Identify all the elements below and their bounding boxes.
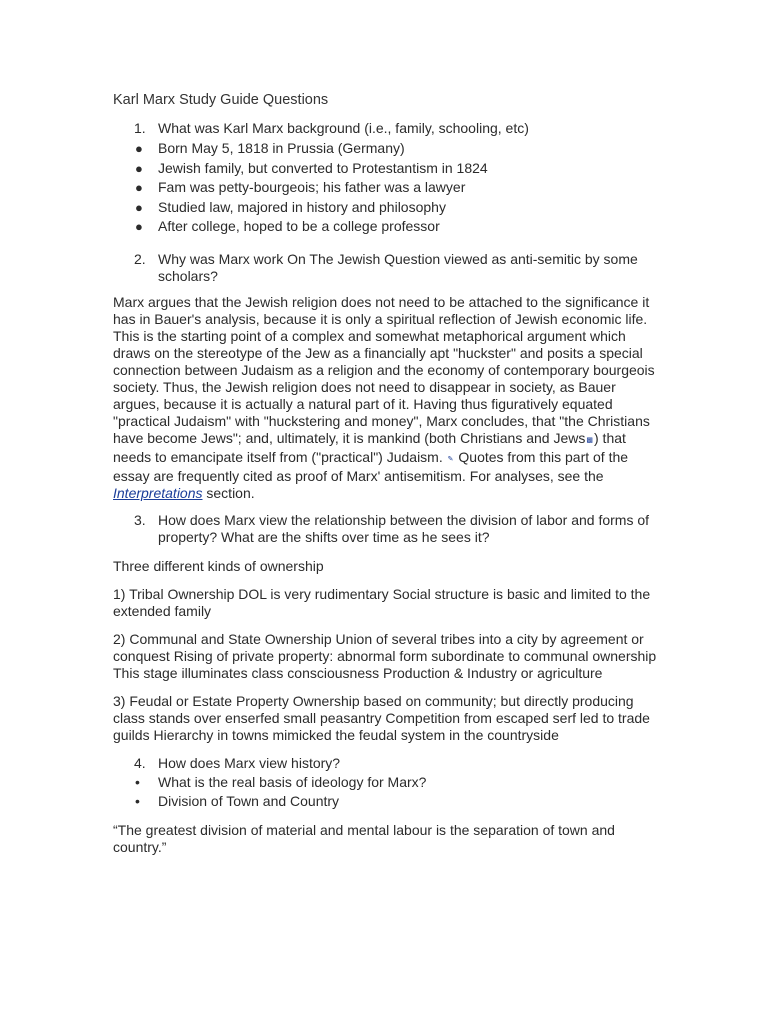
question-text: How does Marx view the relationship between the division of labor and forms of property? What are the shifts over time as he sees it? [158,512,650,545]
question-1 [113,120,658,137]
question-3 [113,512,658,546]
bullet-icon: ● [135,219,143,234]
edit-link-icon[interactable]: ✎ [447,456,454,463]
ownership-heading: Three different kinds of ownership [113,558,324,574]
question-number: 3. [134,512,146,528]
question-text: Why was Marx work On The Jewish Question viewed as anti-semitic by some scholars? [158,251,638,284]
question-number: 4. [134,755,146,771]
list-item: ● Studied law, majored in history and philosophy [135,198,446,215]
background-bullet-list [113,140,658,235]
question-town-country [113,793,658,810]
closing-quote: “The greatest division of material and mental labour is the separation of town and country.” [113,822,615,855]
ownership-tribal: 1) Tribal Ownership DOL is very rudimentary Social structure is basic and limited to the extended family [113,586,651,619]
question-text: Division of Town and Country [158,793,340,809]
question-text: What is the real basis of ideology for Marx? [158,774,427,790]
question-text: What was Karl Marx background (i.e., family, schooling, etc) [158,120,529,136]
page-title: Karl Marx Study Guide Questions [113,92,329,108]
document-page [113,92,658,856]
question-number: 1. [134,120,146,136]
bullet-icon: ● [135,141,143,156]
question-4 [113,755,658,772]
footnote-link-icon[interactable]: ▩ [586,437,593,444]
jewish-question-paragraph: Marx argues that the Jewish religion does not need to be attached to the significance it has in Bauer's analysis, because it is only a spiritual reflection of Jewish economic life. This is the starting point of a complex and somewhat metaphorical argument which draws on the stereotype of the Jew as a financially apt "huckster" and posits a special connection between Judaism as a religion and the economy of contemporary bourgeois society. Thus, the Jewish religion does not need to disappear in society, as Bauer argues, because it is actually a natural part of it. Having thus figuratively equated "practical Judaism" with "huckstering and money", Marx concludes, that "the Christians have become Jews"; and, ultimately, it is mankind (both Christians and Jews▩) that needs to emancipate itself from ("practical") Judaism. ✎ Quotes from this part of the essay are frequently cited as proof of Marx' antisemitism. For analyses, see the Interpretations section. [113,294,655,501]
bullet-icon: ● [135,160,143,176]
bullet-icon: ● [135,180,143,195]
ownership-communal: 2) Communal and State Ownership Union of several tribes into a city by agreement or conquest Rising of private property: abnormal form subordinate to communal ownership This stage illuminates class consciousness Production & Industry or agriculture [113,631,657,681]
question-2 [113,251,658,285]
list-item: ● After college, hoped to be a college professor [135,218,440,234]
ownership-feudal: 3) Feudal or Estate Property Ownership based on community; but directly producing class stands over enserfed small peasantry Competition from escaped serf led to trade guilds Hierarchy in towns mimicked the feudal system in the countryside [113,693,650,743]
question-text: How does Marx view history? [158,755,341,771]
interpretations-link[interactable]: Interpretations [113,485,203,501]
list-item: ● Born May 5, 1818 in Prussia (Germany) [135,140,405,156]
bullet-icon: • [135,774,140,790]
question-number: 2. [134,251,146,267]
bullet-icon: ● [135,199,143,215]
question-ideology [113,774,658,791]
list-item: ● Fam was petty-bourgeois; his father was a lawyer [135,179,466,195]
list-item: ● Jewish family, but converted to Protestantism in 1824 [135,159,488,176]
bullet-icon: • [135,793,140,809]
